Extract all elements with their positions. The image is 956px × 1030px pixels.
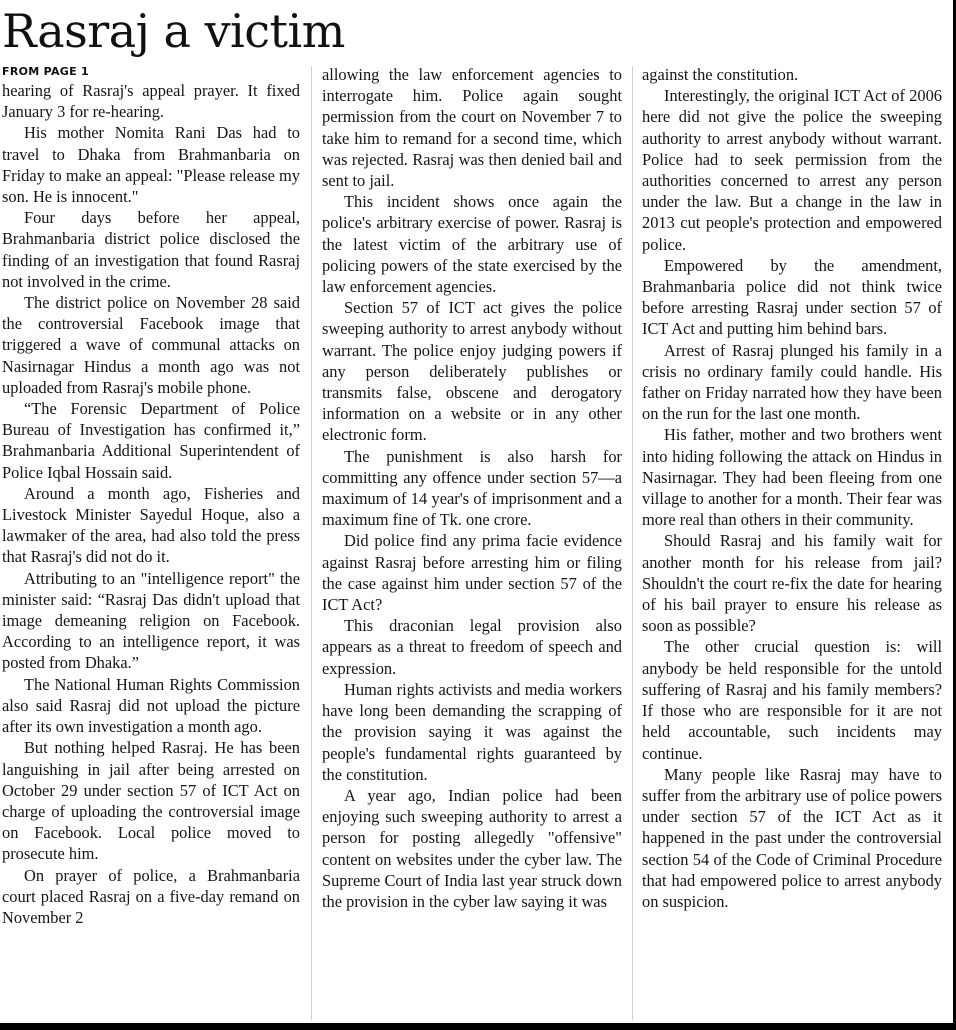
column-divider — [632, 66, 633, 1020]
bottom-border — [0, 1023, 956, 1030]
article-column-1 — [2, 64, 300, 928]
paragraph: The district police on November 28 said the controversial Facebook image that triggered a wave of communal attacks on Nasirnagar Hindus a month ago was not uploaded from Rasraj's mobile phone. — [2, 293, 300, 397]
paragraph: But nothing helped Rasraj. He has been languishing in jail after being arrested on October 29 under section 57 of ICT Act on charge of uploading the controversial image on Facebook. Local police moved to prosecute him. — [2, 738, 300, 864]
paragraph: Around a month ago, Fisheries and Livestock Minister Sayedul Hoque, also a lawmaker of the area, had also told the press that Rasraj's did not do it. — [2, 483, 300, 567]
paragraph: His father, mother and two brothers went into hiding following the attack on Hindus in Nasirnagar. They had been fleeing from one village to another for a month. Their fear was more real than others in their community. — [642, 425, 942, 530]
paragraph: Many people like Rasraj may have to suffer from the arbitrary use of police powers under section 57 of the ICT Act as it happened in the past under the controversial section 54 of the Code of Criminal Procedure that had empowered police to arrest anybody on suspicion. — [642, 764, 942, 911]
paragraph: On prayer of police, a Brahmanbaria court placed Rasraj on a five-day remand on November 2 — [2, 865, 300, 927]
paragraph: His mother Nomita Rani Das had to travel to Dhaka from Brahmanbaria on Friday to make an appeal: "Please release my son. He is innocent." — [2, 123, 300, 207]
paragraph: hearing of Rasraj's appeal prayer. It fixed January 3 for re-hearing. — [2, 81, 300, 122]
column-divider — [311, 66, 312, 1020]
article-column-2 — [322, 64, 622, 912]
paragraph: The other crucial question is: will anybody be held responsible for the untold suffering of Rasraj and his family members? If those who are responsible for it are not held accountable, such incidents may continue. — [642, 637, 942, 763]
paragraph: Section 57 of ICT act gives the police sweeping authority to arrest anybody without warrant. The police enjoy judging powers if any person deliberately publishes or transmits false, obscene and derogatory information on a website or in any other electronic form. — [322, 298, 622, 445]
headline: Rasraj a victim — [2, 4, 345, 58]
paragraph: Four days before her appeal, Brahmanbaria district police disclosed the finding of an investigation that found Rasraj not involved in the crime. — [2, 208, 300, 291]
paragraph: Interestingly, the original ICT Act of 2006 here did not give the police the sweeping authority to arrest anybody without warrant. Police had to seek permission from the authorities concerned to arrest any person under the law. But a change in the law in 2013 cut people's protection and empowered police. — [642, 86, 942, 254]
paragraph: Human rights activists and media workers have long been demanding the scrapping of the provision saying it was against the people's fundamental rights guaranteed by the constitution. — [322, 679, 622, 784]
paragraph: The National Human Rights Commission also said Rasraj did not upload the picture after its own investigation a month ago. — [2, 674, 300, 737]
continuation-kicker: FROM PAGE 1 — [2, 65, 90, 78]
paragraph: The punishment is also harsh for committing any offence under section 57—a maximum of 14 year's of imprisonment and a maximum fine of Tk. one crore. — [322, 446, 622, 530]
article-column-3 — [642, 64, 942, 912]
paragraph: Did police find any prima facie evidence against Rasraj before arresting him or filing the case against him under section 57 of the ICT Act? — [322, 531, 622, 615]
paragraph: A year ago, Indian police had been enjoying such sweeping authority to arrest a person for posting allegedly "offensive" content on websites under the cyber law. The Supreme Court of India last year struck down the provision in the cyber law saying it was — [322, 785, 622, 911]
paragraph: allowing the law enforcement agencies to interrogate him. Police again sought permission from the court on November 7 to take him to remand for a second time, which was rejected. Rasraj was then denied bail and sent to jail. — [322, 65, 622, 191]
paragraph: Should Rasraj and his family wait for another month for his release from jail? Shouldn't the court re-fix the date for hearing of his bail prayer to ensure his release as soon as possible? — [642, 531, 942, 636]
paragraph: This incident shows once again the police's arbitrary exercise of power. Rasraj is the latest victim of the arbitrary use of policing powers of the state exercised by the law enforcement agencies. — [322, 192, 622, 297]
paragraph: Empowered by the amendment, Brahmanbaria police did not think twice before arresting Rasraj under section 57 of ICT Act and putting him behind bars. — [642, 255, 942, 339]
paragraph: This draconian legal provision also appears as a threat to freedom of speech and expression. — [322, 616, 622, 678]
paragraph: Attributing to an "intelligence report" the minister said: “Rasraj Das didn't upload that image demeaning religion on Facebook. According to an intelligence report, it was posted from Dhaka.” — [2, 568, 300, 673]
paragraph: Arrest of Rasraj plunged his family in a crisis no ordinary family could handle. His father on Friday narrated how they have been on the run for the last one month. — [642, 340, 942, 424]
paragraph: “The Forensic Department of Police Bureau of Investigation has confirmed it,” Brahmanbaria Additional Superintendent of Police Iqbal Hossain said. — [2, 399, 300, 482]
paragraph: against the constitution. — [642, 65, 799, 84]
